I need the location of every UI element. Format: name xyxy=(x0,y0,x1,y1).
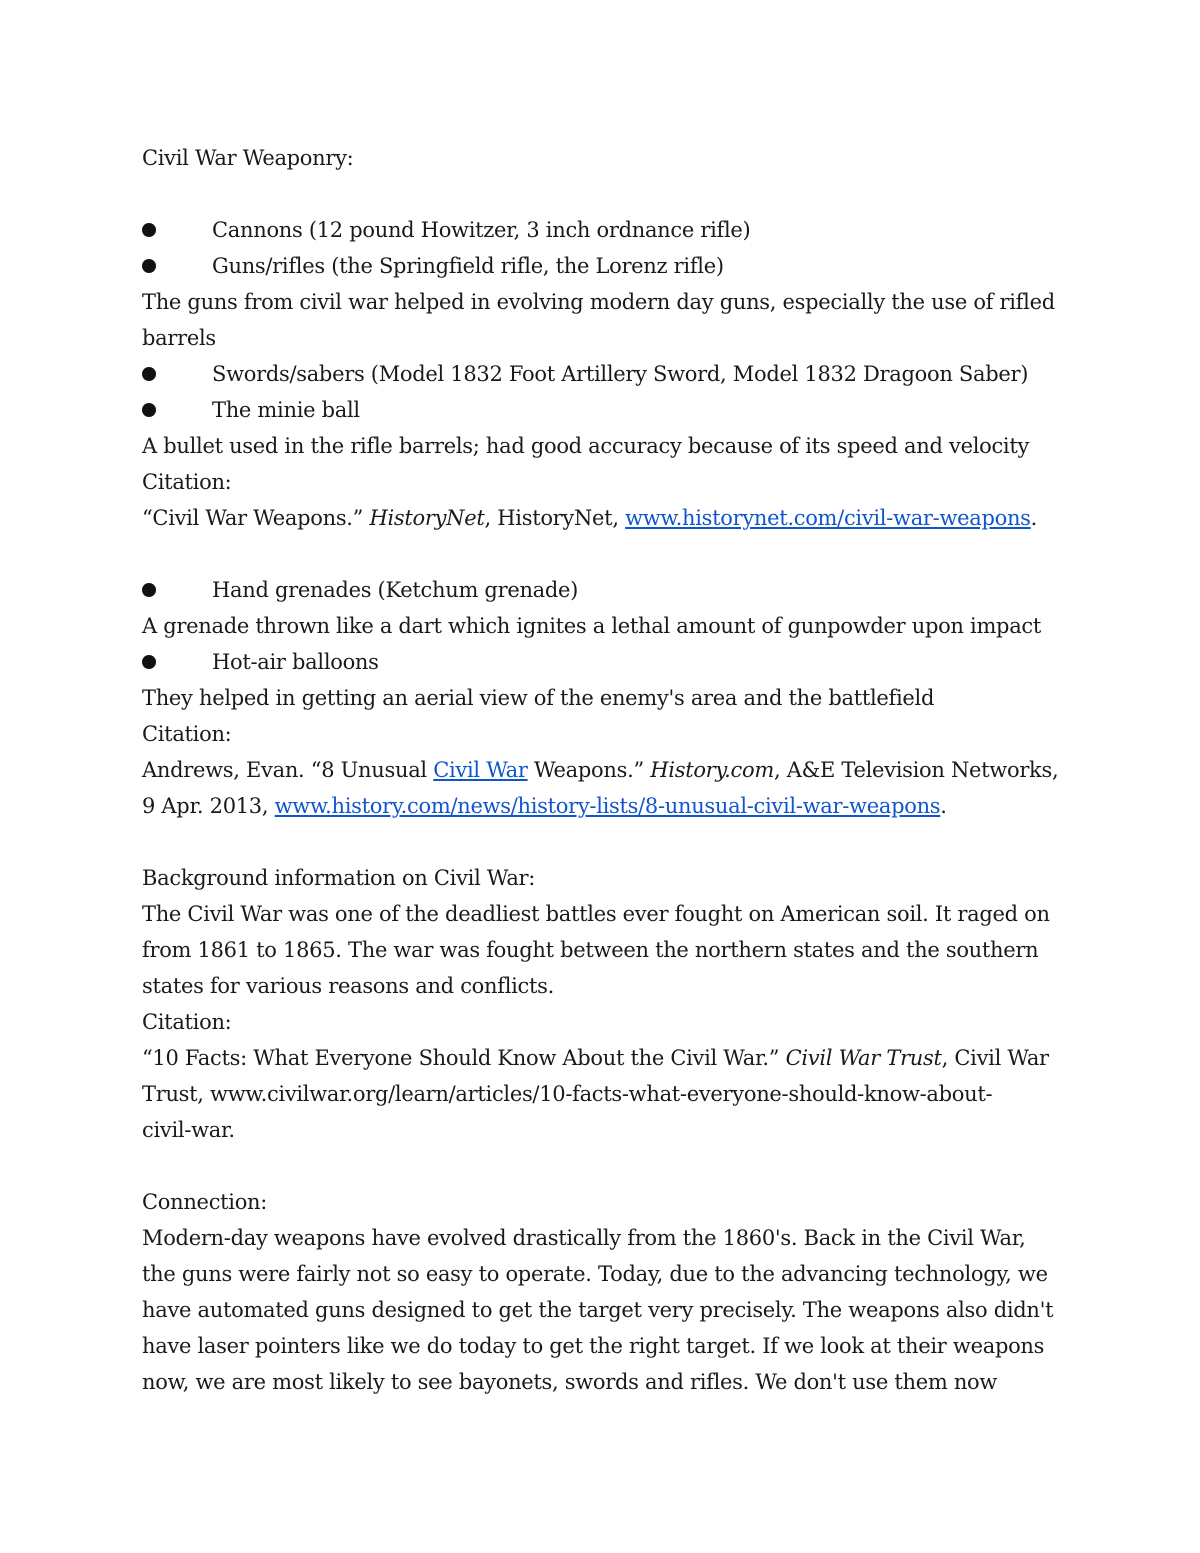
list-item: Swords/sabers (Model 1832 Foot Artillery Sword, Model 1832 Dragoon Saber) xyxy=(142,356,1062,392)
historynet-link[interactable]: www.historynet.com/civil-war-weapons xyxy=(625,506,1031,530)
background-heading: Background information on Civil War: xyxy=(142,866,536,890)
background-paragraph-line: The Civil War was one of the deadliest battles ever fought on American soil. It raged on xyxy=(142,902,1050,926)
connection-paragraph-line: have automated guns designed to get the target very precisely. The weapons also didn't xyxy=(142,1298,1054,1322)
document-body xyxy=(142,140,1062,1400)
citation-label: Citation: xyxy=(142,722,232,746)
bullet-icon xyxy=(142,655,156,669)
citation-history-com-line2: 9 Apr. 2013, www.history.com/news/history-lists/8-unusual-civil-war-weapons. xyxy=(142,794,947,818)
balloon-note: They helped in getting an aerial view of the enemy's area and the battlefield xyxy=(142,686,935,710)
list-item: The minie ball xyxy=(142,392,1062,428)
background-paragraph-line: states for various reasons and conflicts. xyxy=(142,974,554,998)
list-item: Hand grenades (Ketchum grenade) xyxy=(142,572,1062,608)
citation-label: Citation: xyxy=(142,470,232,494)
list-item: Cannons (12 pound Howitzer, 3 inch ordnance rifle) xyxy=(142,212,1062,248)
connection-paragraph-line: the guns were fairly not so easy to operate. Today, due to the advancing technology, we xyxy=(142,1262,1048,1286)
bullet-icon xyxy=(142,367,156,381)
page-heading: Civil War Weaponry: xyxy=(142,146,354,170)
citation-civil-war-trust: “10 Facts: What Everyone Should Know About the Civil War.” Civil War Trust, Civil War xyxy=(142,1046,1049,1070)
bullet-icon xyxy=(142,403,156,417)
history-com-link[interactable]: www.history.com/news/history-lists/8-unusual-civil-war-weapons xyxy=(274,794,941,818)
guns-note: The guns from civil war helped in evolving modern day guns, especially the use of rifled barrels xyxy=(142,290,1055,350)
citation-civil-war-trust-line2: Trust, www.civilwar.org/learn/articles/10-facts-what-everyone-should-know-about- xyxy=(142,1082,993,1106)
list-item: Hot-air balloons xyxy=(142,644,1062,680)
civil-war-link[interactable]: Civil War xyxy=(433,758,528,782)
connection-paragraph-line: have laser pointers like we do today to get the right target. If we look at their weapons xyxy=(142,1334,1045,1358)
bullet-icon xyxy=(142,583,156,597)
citation-history-com: Andrews, Evan. “8 Unusual Civil War Weapons.” History.com, A&E Television Networks, xyxy=(142,758,1059,782)
list-item: Guns/rifles (the Springfield rifle, the Lorenz rifle) xyxy=(142,248,1062,284)
citation-historynet: “Civil War Weapons.” HistoryNet, HistoryNet, www.historynet.com/civil-war-weapons. xyxy=(142,506,1038,530)
background-paragraph-line: from 1861 to 1865. The war was fought between the northern states and the southern xyxy=(142,938,1039,962)
citation-civil-war-trust-line3: civil-war. xyxy=(142,1118,235,1142)
bullet-icon xyxy=(142,259,156,273)
bullet-icon xyxy=(142,223,156,237)
minie-note: A bullet used in the rifle barrels; had good accuracy because of its speed and velocity xyxy=(142,434,1030,458)
connection-heading: Connection: xyxy=(142,1190,268,1214)
connection-paragraph-line: Modern-day weapons have evolved drastically from the 1860's. Back in the Civil War, xyxy=(142,1226,1026,1250)
grenade-note: A grenade thrown like a dart which ignites a lethal amount of gunpowder upon impact xyxy=(142,614,1042,638)
citation-label: Citation: xyxy=(142,1010,232,1034)
connection-paragraph-line: now, we are most likely to see bayonets, swords and rifles. We don't use them now xyxy=(142,1370,998,1394)
